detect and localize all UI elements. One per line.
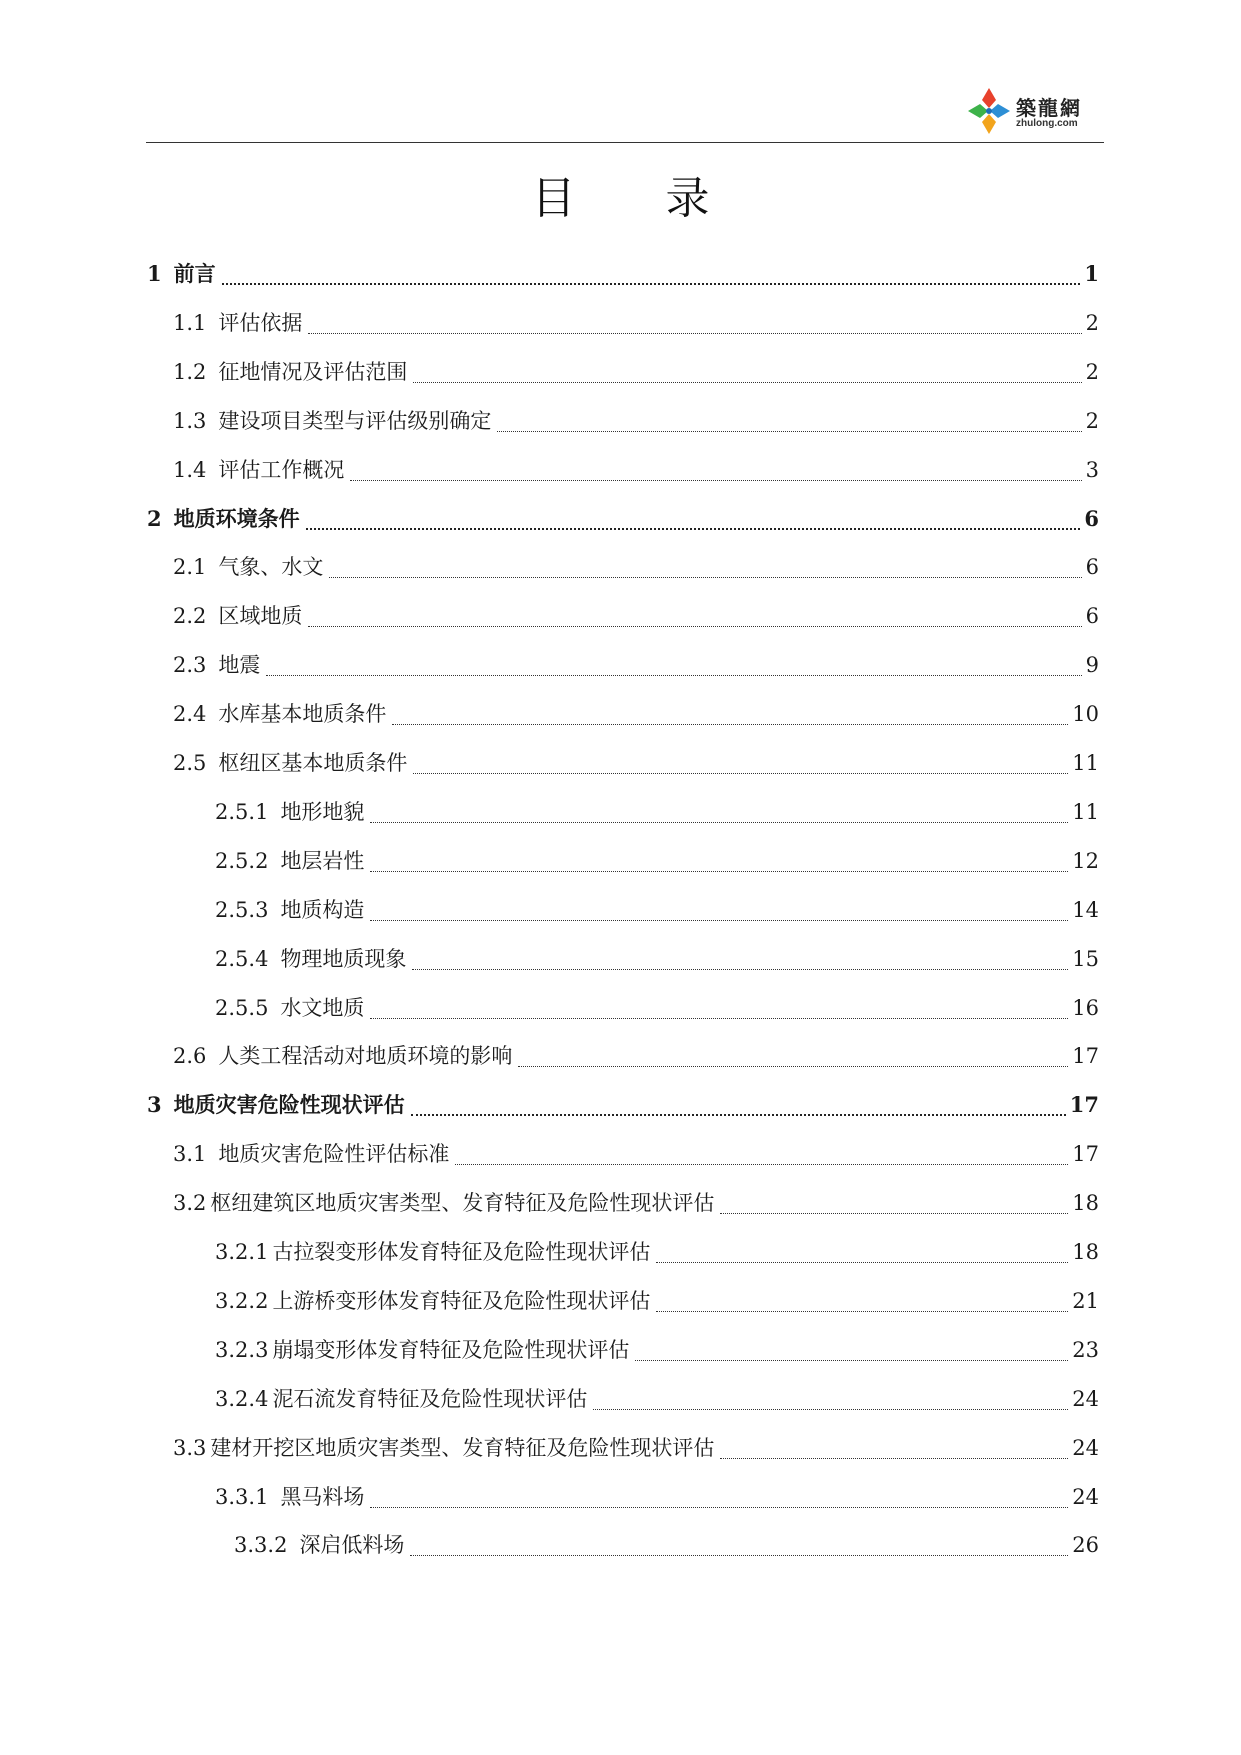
toc-entry-page: 24 [1072, 1484, 1099, 1509]
toc-entry-number: 1.4 [173, 457, 207, 482]
toc-dot-leader [370, 920, 1068, 921]
toc-dot-leader [413, 773, 1068, 774]
toc-entry-page: 6 [1084, 505, 1099, 531]
toc-entry-page: 6 [1085, 604, 1099, 629]
toc-entry-page: 2 [1085, 310, 1099, 335]
toc-entry-number: 1.3 [173, 408, 207, 433]
toc-entry-page: 18 [1072, 1191, 1099, 1216]
toc-entry-number: 1 [147, 261, 162, 286]
toc-entry-number: 1.1 [173, 310, 207, 335]
toc-entry-page: 15 [1072, 946, 1099, 971]
toc-entry-label: 前言 [173, 261, 216, 286]
toc-dot-leader [266, 675, 1081, 676]
toc-dot-leader [308, 333, 1081, 334]
toc-entry-page: 24 [1072, 1386, 1099, 1411]
toc-entry-page: 16 [1072, 995, 1099, 1020]
toc-dot-leader [410, 1555, 1068, 1556]
toc-entry-number: 2 [147, 505, 162, 531]
toc-entry-page: 1 [1084, 261, 1099, 286]
toc-dot-leader [656, 1262, 1068, 1263]
toc-entry-label: 地质灾害危险性现状评估 [173, 1092, 405, 1118]
toc-entry-number: 2.5.3 [215, 897, 269, 922]
toc-entry[interactable] [215, 845, 1099, 877]
toc-dot-leader [635, 1360, 1068, 1361]
toc-entry-number: 2.1 [173, 555, 207, 580]
page-title: 目录 [531, 173, 800, 224]
toc-entry[interactable] [173, 649, 1099, 681]
toc-dot-leader [455, 1164, 1068, 1165]
toc-entry[interactable] [173, 600, 1099, 632]
toc-entry-label: 水库基本地质条件 [218, 702, 387, 727]
toc-entry[interactable] [215, 1334, 1099, 1366]
toc-entry-label: 古拉裂变形体发育特征及危险性现状评估 [272, 1240, 651, 1264]
toc-entry-label: 评估依据 [218, 310, 303, 335]
toc-dot-leader [593, 1409, 1068, 1410]
toc-entry[interactable] [215, 992, 1099, 1024]
toc-entry-number: 3.1 [173, 1142, 207, 1167]
toc-entry[interactable] [147, 1089, 1099, 1121]
toc-entry-label: 地质环境条件 [173, 505, 300, 531]
toc-entry-label: 黑马料场 [280, 1484, 365, 1509]
toc-entry[interactable] [215, 1481, 1099, 1513]
toc-entry-label: 评估工作概况 [218, 457, 345, 482]
toc-entry[interactable] [215, 796, 1099, 828]
toc-entry-page: 14 [1072, 897, 1099, 922]
toc-entry-number: 2.6 [173, 1044, 207, 1069]
toc-entry[interactable] [147, 503, 1099, 535]
logo-domain-text: zhulong.com [1016, 118, 1078, 129]
toc-entry-page: 2 [1085, 359, 1099, 384]
toc-entry-label: 物理地质现象 [280, 946, 407, 971]
toc-entry-page: 17 [1072, 1142, 1099, 1167]
toc-entry-number: 2.2 [173, 604, 207, 629]
toc-entry-number: 3.2.4 [215, 1386, 269, 1411]
toc-entry-label: 建材开挖区地质灾害类型、发育特征及危险性现状评估 [210, 1435, 715, 1460]
toc-entry-label: 地层岩性 [280, 848, 365, 873]
toc-entry-number: 3.2.2 [215, 1288, 269, 1313]
toc-entry-page: 18 [1072, 1240, 1099, 1264]
toc-entry-label: 水文地质 [280, 995, 365, 1020]
toc-entry-page: 24 [1072, 1435, 1099, 1460]
toc-dot-leader [720, 1213, 1068, 1214]
toc-entry-page: 11 [1072, 751, 1099, 775]
toc-entry-page: 11 [1072, 799, 1099, 824]
toc-entry-number: 2.5 [173, 751, 207, 775]
toc-dot-leader [412, 969, 1068, 970]
toc-dot-leader [370, 822, 1068, 823]
toc-entry[interactable] [173, 551, 1099, 583]
toc-dot-leader [222, 283, 1081, 285]
toc-entry-page: 17 [1072, 1044, 1099, 1069]
toc-entry-page: 6 [1085, 555, 1099, 580]
toc-entry-page: 17 [1069, 1092, 1099, 1118]
toc-entry-page: 26 [1072, 1533, 1099, 1558]
toc-entry-number: 3.2.1 [215, 1240, 269, 1264]
toc-dot-leader [392, 724, 1068, 725]
toc-entry-number: 3.3.2 [234, 1533, 288, 1558]
toc-entry[interactable] [215, 1285, 1099, 1317]
toc-entry-label: 崩塌变形体发育特征及危险性现状评估 [272, 1337, 630, 1362]
toc-dot-leader [411, 1114, 1066, 1116]
toc-entry-label: 枢纽区基本地质条件 [218, 751, 408, 775]
zhulong-logo [966, 86, 1104, 136]
toc-entry[interactable] [173, 356, 1099, 388]
toc-entry-label: 泥石流发育特征及危险性现状评估 [272, 1386, 588, 1411]
toc-dot-leader [518, 1066, 1068, 1067]
toc-dot-leader [306, 528, 1081, 530]
toc-entry[interactable] [173, 405, 1099, 437]
toc-entry[interactable] [215, 943, 1099, 975]
toc-entry-number: 3.2 [173, 1191, 207, 1216]
toc-dot-leader [308, 626, 1081, 627]
toc-entry-number: 3.3 [173, 1435, 207, 1460]
toc-dot-leader [370, 1018, 1068, 1019]
toc-entry-number: 2.4 [173, 702, 207, 727]
toc-entry[interactable] [173, 1187, 1099, 1219]
toc-entry[interactable] [173, 698, 1099, 730]
toc-dot-leader [370, 1507, 1068, 1508]
toc-entry-page: 9 [1085, 653, 1099, 678]
toc-entry[interactable] [215, 1236, 1099, 1268]
toc-entry-number: 2.5.1 [215, 799, 269, 824]
toc-entry[interactable] [215, 1383, 1099, 1415]
toc-entry-number: 3 [147, 1092, 162, 1118]
toc-entry-label: 地质构造 [280, 897, 365, 922]
toc-entry-number: 2.5.5 [215, 995, 269, 1020]
pinwheel-icon [966, 86, 1012, 136]
toc-entry[interactable] [173, 1040, 1099, 1072]
toc-entry-number: 2.5.2 [215, 848, 269, 873]
toc-entry-number: 2.5.4 [215, 946, 269, 971]
toc-entry-label: 人类工程活动对地质环境的影响 [218, 1044, 513, 1069]
toc-entry-page: 23 [1072, 1337, 1099, 1362]
toc-entry[interactable] [147, 258, 1099, 290]
logo-chinese-text: 築龍網 [1016, 96, 1082, 120]
toc-entry-number: 1.2 [173, 359, 207, 384]
toc-dot-leader [329, 577, 1081, 578]
toc-dot-leader [720, 1458, 1068, 1459]
toc-entry-label: 气象、水文 [218, 555, 324, 580]
toc-entry-label: 枢纽建筑区地质灾害类型、发育特征及危险性现状评估 [210, 1191, 715, 1216]
toc-entry-page: 10 [1072, 702, 1099, 727]
toc-entry[interactable] [173, 454, 1099, 486]
toc-entry[interactable] [215, 894, 1099, 926]
header-rule [146, 142, 1104, 143]
toc-entry[interactable] [173, 1432, 1099, 1464]
toc-entry-number: 2.3 [173, 653, 207, 678]
toc-entry-number: 3.2.3 [215, 1337, 269, 1362]
toc-entry-label: 地形地貌 [280, 799, 365, 824]
toc-entry-label: 上游桥变形体发育特征及危险性现状评估 [272, 1288, 651, 1313]
toc-dot-leader [497, 431, 1081, 432]
toc-entry-page: 21 [1072, 1288, 1099, 1313]
toc-entry-label: 建设项目类型与评估级别确定 [218, 408, 492, 433]
toc-entry[interactable] [173, 1138, 1099, 1170]
toc-entry-number: 3.3.1 [215, 1484, 269, 1509]
toc-entry[interactable] [173, 307, 1099, 339]
toc-entry-label: 征地情况及评估范围 [218, 359, 408, 384]
toc-dot-leader [350, 480, 1081, 481]
toc-entry-label: 地质灾害危险性评估标准 [218, 1142, 450, 1167]
toc-entry-page: 2 [1085, 408, 1099, 433]
toc-entry-label: 深启低料场 [299, 1533, 405, 1558]
toc-entry[interactable] [234, 1529, 1099, 1561]
toc-entry-page: 3 [1085, 457, 1099, 482]
toc-entry-label: 地震 [218, 653, 261, 678]
toc-entry-page: 12 [1072, 848, 1099, 873]
toc-dot-leader [370, 871, 1068, 872]
toc-dot-leader [656, 1311, 1068, 1312]
toc-entry-label: 区域地质 [218, 604, 303, 629]
toc-entry[interactable] [173, 747, 1099, 779]
toc-dot-leader [413, 382, 1081, 383]
